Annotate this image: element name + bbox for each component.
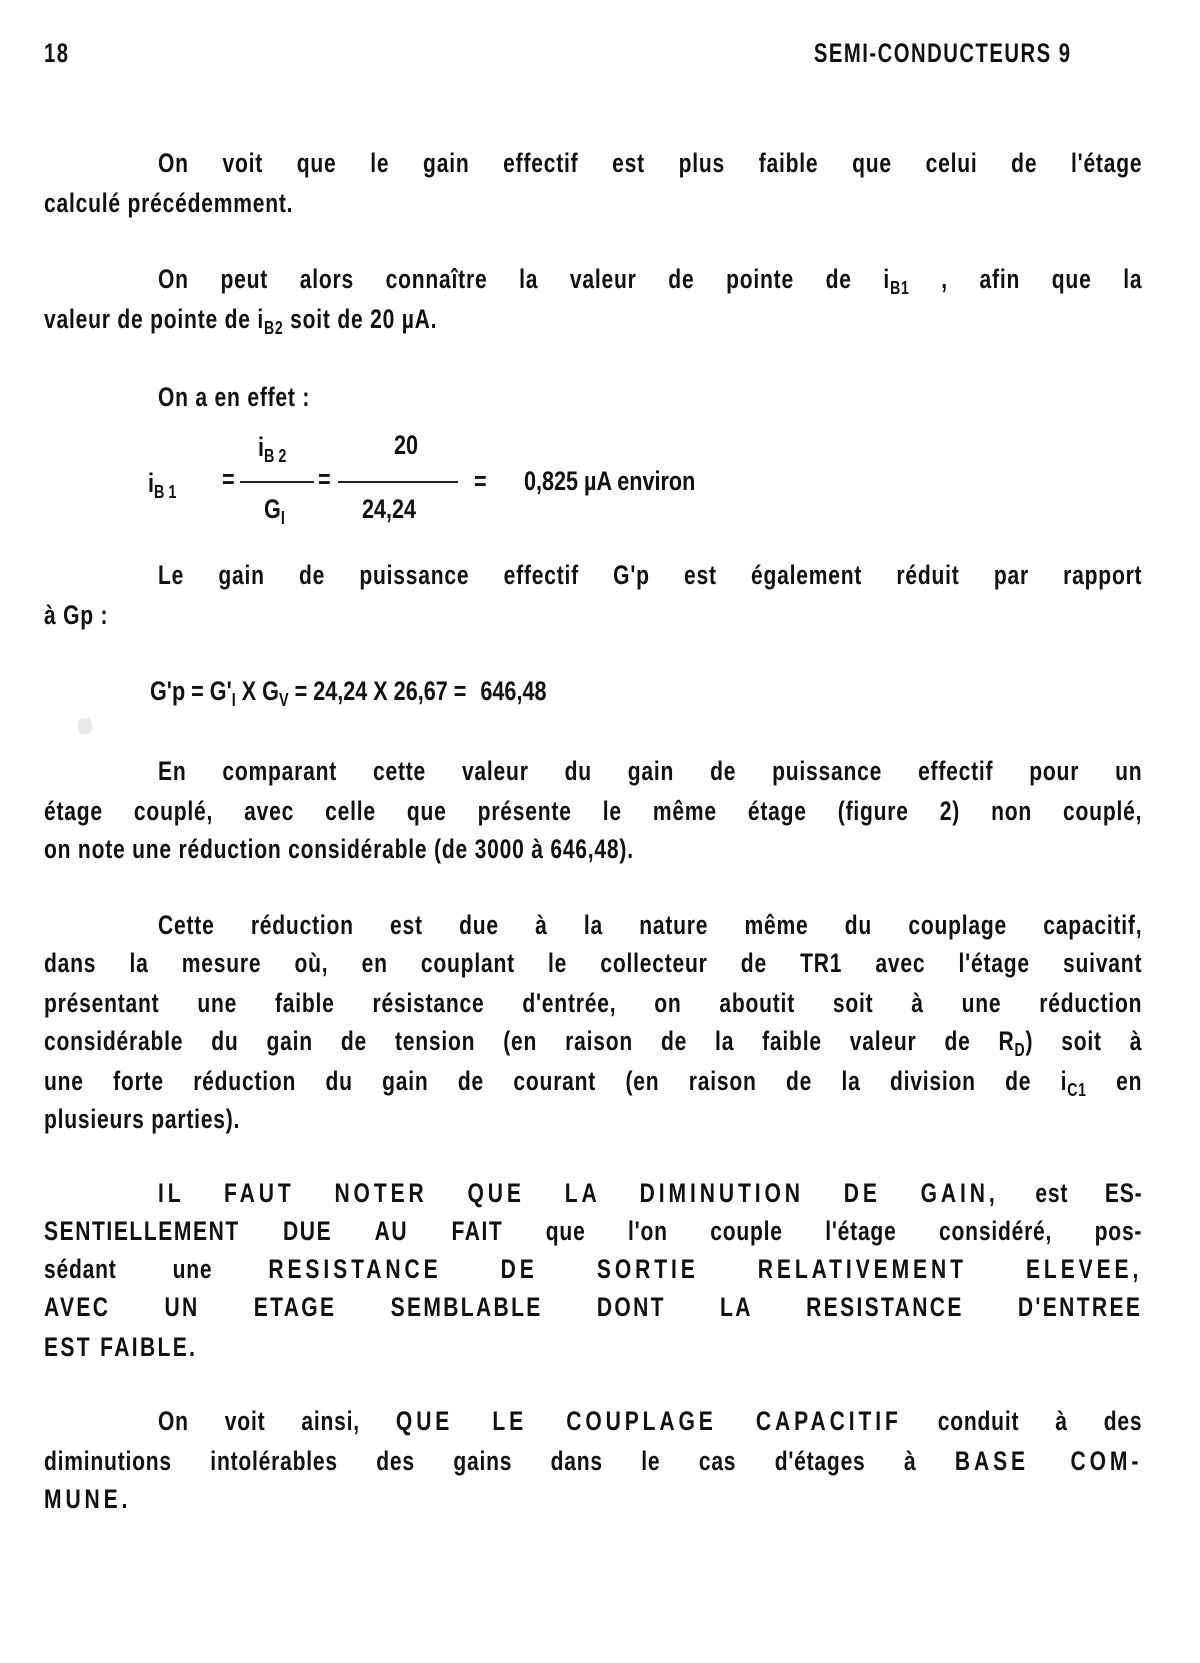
p4-line1: Le gain de puissance effectif G'p est également réduit par rapport <box>158 560 1143 590</box>
eq2-b-sub: I <box>231 690 236 710</box>
p2-line1 <box>158 264 1142 299</box>
p3-intro: On a en effet : <box>158 382 311 412</box>
equation-gp <box>150 676 546 711</box>
p8-line3: MUNE. <box>44 1484 132 1514</box>
p6-l5-a: une forte réduction du gain de courant (en raison de la division de i <box>44 1066 1068 1096</box>
eq2-times1: X G <box>241 676 279 706</box>
eq1-eq3: = <box>474 466 487 496</box>
p8-l2-head: diminutions intolérables des gains dans le cas d'étages à <box>44 1446 955 1476</box>
eq1-num2: 20 <box>394 430 419 460</box>
eq1-eq2: = <box>318 464 331 494</box>
p6-line6: plusieurs parties). <box>44 1104 241 1134</box>
p8-l2-caps: BASE COM- <box>954 1446 1143 1476</box>
p2-l1-sub: B1 <box>890 278 910 298</box>
p4-line2: à Gp : <box>44 600 109 630</box>
p6-l4-sub: D <box>1014 1040 1026 1060</box>
p6-l4-a: considérable du gain de tension (en raison de la faible valeur de R <box>44 1026 1015 1056</box>
eq1-den1-g: G <box>264 494 281 524</box>
p8-l1-head: On voit ainsi, <box>158 1406 396 1436</box>
running-title: SEMI-CONDUCTEURS 9 <box>814 38 1072 68</box>
eq1-den2: 24,24 <box>362 494 417 524</box>
eq2-eq-c: = <box>453 676 467 706</box>
eq1-eq1: = <box>222 464 235 494</box>
p7-line5: EST FAIBLE. <box>44 1332 198 1362</box>
eq1-lhs-i: i <box>148 468 155 498</box>
p1-line1: On voit que le gain effectif est plus faible que celui de l'étage <box>158 148 1143 178</box>
p2-l2-b: soit de 20 µA. <box>283 304 438 334</box>
eq1-result: 0,825 µA environ <box>524 466 696 496</box>
p5-line2: étage couplé, avec celle que présente le même étage (figure 2) non couplé, <box>44 796 1143 826</box>
eq2-result: 646,48 <box>480 676 547 706</box>
p6-l5-sub: C1 <box>1067 1080 1087 1100</box>
p7-line2 <box>44 1216 1142 1247</box>
p7-l2-caps: SENTIELLEMENT DUE AU FAIT <box>44 1216 504 1246</box>
eq2-eq-a: = <box>191 676 204 706</box>
eq1-fraction-bar-2 <box>338 481 458 483</box>
p2-l2-sub: B2 <box>264 318 284 338</box>
eq1-num1-sub: B 2 <box>264 446 287 466</box>
p8-l1-caps: QUE LE COUPLAGE CAPACITIF <box>395 1406 902 1436</box>
p1-line2: calculé précédemment. <box>44 188 294 218</box>
p6-line2: dans la mesure où, en couplant le collecteur de TR1 avec l'étage suivant <box>44 948 1143 978</box>
p8-line2 <box>44 1446 1142 1477</box>
eq2-a: G'p <box>150 676 186 706</box>
p7-l1-tail: est ES- <box>998 1178 1143 1208</box>
p7-l3-caps: RESISTANCE DE SORTIE RELATIVEMENT ELEVEE, <box>268 1254 1143 1284</box>
p2-line2 <box>44 304 900 339</box>
p2-l1-b: , afin que la <box>909 264 1143 294</box>
p7-l2-tail: que l'on couple l'étage considéré, pos- <box>503 1216 1143 1246</box>
eq1-den1-sub: I <box>280 508 285 528</box>
scan-smudge <box>78 718 92 734</box>
p5-line3: on note une réduction considérable (de 3000 à 646,48). <box>44 834 634 864</box>
eq1-den1 <box>264 494 285 529</box>
p6-l4-b: ) soit à <box>1025 1026 1143 1056</box>
p6-line3: présentant une faible résistance d'entrée, on aboutit soit à une réduction <box>44 988 1143 1018</box>
eq1-lhs <box>148 468 176 503</box>
p2-l1-a: On peut alors connaître la valeur de pointe de i <box>158 264 891 294</box>
eq2-eq-b: = <box>294 676 308 706</box>
eq1-fraction-bar-1 <box>240 481 314 483</box>
eq2-b: G' <box>209 676 232 706</box>
p7-line4: AVEC UN ETAGE SEMBLABLE DONT LA RESISTANCE D'ENTREE <box>44 1292 1143 1322</box>
p6-line5 <box>44 1066 1142 1101</box>
p6-l5-b: en <box>1086 1066 1143 1096</box>
p2-l2-a: valeur de pointe de i <box>44 304 265 334</box>
p5-line1: En comparant cette valeur du gain de puissance effectif pour un <box>158 756 1143 786</box>
p7-line1 <box>158 1178 1142 1209</box>
eq1-num1 <box>258 432 286 467</box>
p7-line3 <box>44 1254 1142 1285</box>
eq2-times1-sub: V <box>278 690 289 710</box>
p8-l1-tail: conduit à des <box>901 1406 1143 1436</box>
eq2-c: 24,24 X 26,67 <box>313 676 448 706</box>
eq1-lhs-sub: B 1 <box>154 482 177 502</box>
p8-line1 <box>158 1406 1142 1437</box>
page-number: 18 <box>44 38 70 68</box>
p6-line4 <box>44 1026 1142 1061</box>
eq1-num1-i: i <box>258 432 265 462</box>
p6-line1: Cette réduction est due à la nature même du couplage capacitif, <box>158 910 1143 940</box>
p7-l3-head: sédant une <box>44 1254 269 1284</box>
p7-l1-caps: IL FAUT NOTER QUE LA DIMINUTION DE GAIN, <box>158 1178 999 1208</box>
